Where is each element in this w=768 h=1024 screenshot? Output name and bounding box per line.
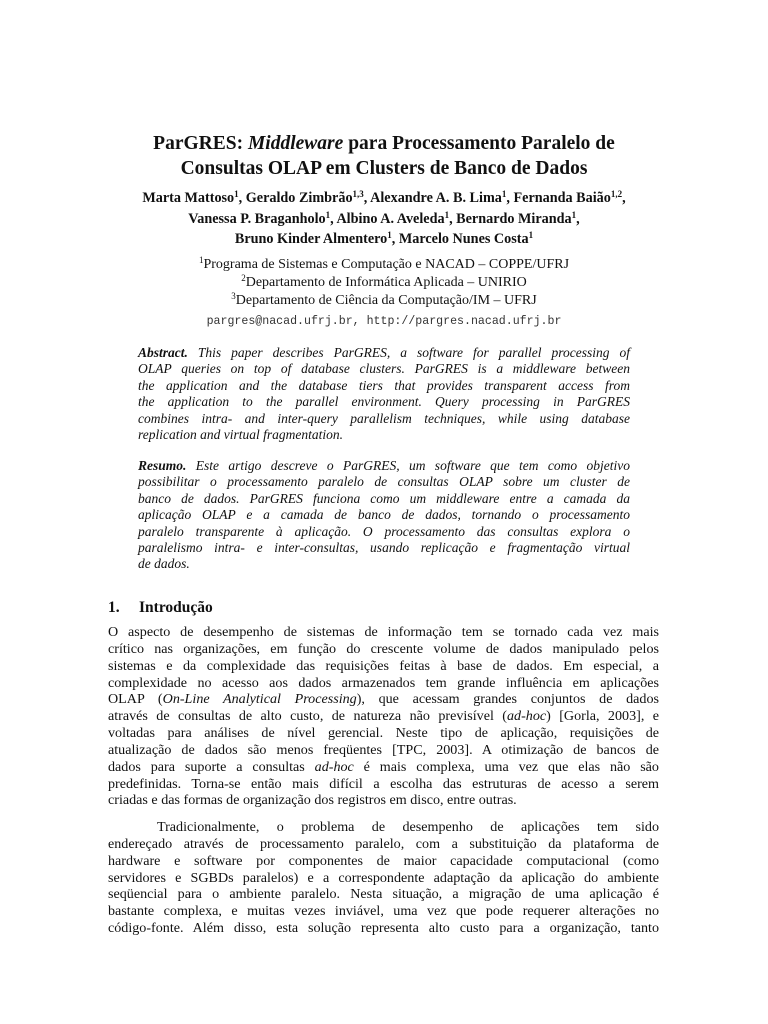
body-paragraph-1 [108, 624, 659, 809]
affiliation-text: Programa de Sistemas e Computação e NACAD – COPPE/UFRJ [203, 257, 570, 272]
title-italic-word: Middleware [247, 133, 344, 154]
author-sup: 1 [234, 189, 239, 199]
paper-title [0, 131, 768, 181]
author-name: Marta Mattoso [142, 190, 235, 206]
author-name: Vanessa P. Braganholo [188, 210, 326, 227]
affiliation-text: Departamento de Informática Aplicada – UNIRIO [245, 275, 527, 290]
author-sup: 1 [501, 189, 507, 199]
author-sup: 1 [325, 209, 331, 220]
author-sup: 1,3 [352, 189, 364, 199]
author-list [0, 188, 768, 250]
text-run: OLAP ( [108, 691, 163, 708]
author-name: Albino A. Aveleda [336, 210, 445, 227]
text-run: através de consultas de alto custo, de natureza não previsível ( [108, 708, 507, 725]
title-line-1 [0, 131, 768, 156]
contact-emails[interactable]: pargres@nacad.ufrj.br, http://pargres.nacad.ufrj.br [206, 315, 562, 328]
resumo-block [138, 458, 630, 573]
body-paragraph-2 [108, 819, 659, 937]
italic-run: ad-hoc [314, 758, 354, 775]
resumo-line: paralelismo intra- e inter-consultas, usando replicação e fragmentação virtual [138, 540, 630, 556]
author-sup: 1,2 [610, 189, 623, 199]
abstract-block [138, 345, 630, 443]
title-prefix: ParGRES: [153, 133, 248, 154]
paragraph-line: crítico nas organizações, em função do crescente volume de dados manipulado pelos [108, 640, 659, 657]
resumo-line: possibilitar o processamento paralelo de consultas OLAP sobre um cluster de [138, 474, 630, 490]
author-name: Marcelo Nunes Costa [398, 231, 529, 247]
section-title: Introdução [139, 599, 213, 616]
author-line-3: Bruno Kinder Almentero$^1$, Marcelo Nunes Costa$^1$ [234, 230, 534, 247]
author-sup: 1 [571, 209, 577, 220]
affiliations [0, 256, 768, 331]
title-line-2: Consultas OLAP em Clusters de Banco de Dados [180, 158, 588, 179]
abstract-text: This paper describes ParGRES, a software for parallel processing of [197, 345, 630, 360]
affiliation-line [0, 256, 768, 274]
italic-run: On-Line Analytical Processing [162, 691, 357, 708]
paragraph-line: criadas e das formas de organização dos registros em disco, entre outras. [108, 792, 517, 809]
paragraph-line: complexidade no acesso aos dados armazenados tem grande influência em aplicações [108, 674, 659, 691]
author-sup: 1 [528, 230, 534, 240]
author-name: Fernanda Baião [513, 190, 611, 206]
paragraph-line [108, 691, 659, 708]
affiliation-sup: 2 [241, 273, 246, 283]
abstract-line: combines intra- and inter-query parallelism techniques, while using database [138, 410, 630, 426]
abstract-line: replication and virtual fragmentation. [138, 427, 343, 443]
affiliation-sup: 3 [231, 291, 236, 301]
paragraph-line: predefinidas. Torna-se então mais difícil a escolha das estruturas de acesso a serem [108, 775, 659, 792]
section-heading [108, 599, 213, 617]
paragraph-line: endereçado através de processamento paralelo, com a substituição da plataforma de [108, 835, 659, 852]
resumo-line [138, 458, 630, 474]
author-sup: 1 [387, 230, 392, 240]
author-name: Alexandre A. B. Lima [370, 190, 502, 206]
title-rest: para Processamento Paralelo de [343, 133, 615, 154]
paragraph-line: servidores e SGBDs paralelos) e a correspondente adaptação da aplicação do ambiente [108, 869, 659, 886]
paragraph-line: sistemas e da complexidade das requisições feitas à base de dados. Em especial, a [108, 657, 659, 674]
affiliation-line [0, 274, 768, 292]
paragraph-line: O aspecto de desempenho de sistemas de informação tem se tornado cada vez mais [108, 624, 659, 640]
author-name: Bernardo Miranda [456, 210, 572, 227]
section-number: 1. [108, 599, 120, 616]
abstract-line: the application to the parallel environment. Query processing in ParGRES [138, 394, 630, 410]
text-run: dados para suporte a consultas [108, 758, 315, 775]
paragraph-line: voltadas para análises de nível gerencial. Neste tipo de aplicação, requisições de [108, 725, 659, 742]
abstract-line: the application and the database tiers that provides transparent access from [138, 377, 630, 393]
affiliation-text: Departamento de Ciência da Computação/IM – UFRJ [235, 293, 537, 308]
author-line-1: Marta Mattoso$^1$, Geraldo Zimbrão$^{1,3}$, Alexandre A. B. Lima$^1$, Fernanda Baião$^{1,2}$, [142, 189, 626, 206]
author-sup: 1 [444, 209, 450, 220]
author-name: Geraldo Zimbrão [245, 190, 353, 206]
text-run: ) [Gorla, 2003], e [546, 708, 659, 725]
affiliation-line [0, 292, 768, 310]
author-line-2: Vanessa P. Braganholo$^1$, Albino A. Aveleda$^1$, Bernardo Miranda$^1$, [188, 209, 580, 227]
resumo-line: aplicação OLAP e a camada de banco de dados, tornando o processamento [138, 507, 630, 523]
resumo-text: Este artigo descreve o ParGRES, um software que tem como objetivo [195, 458, 631, 473]
paragraph-line: atualização de dados são menos freqüentes [TPC, 2003]. A otimização de bancos de [108, 741, 659, 758]
resumo-line: de dados. [138, 556, 190, 572]
paragraph-line: seqüencial para o ambiente paralelo. Nesta situação, a migração de uma aplicação é [108, 886, 659, 903]
author-name: Bruno Kinder Almentero [234, 231, 388, 247]
resumo-line: banco de dados. ParGRES funciona como um middleware entre a camada da [138, 490, 630, 506]
paragraph-line [108, 708, 659, 725]
paragraph-line: Tradicionalmente, o problema de desempenho de aplicações tem sido [157, 819, 659, 835]
paragraph-line: código-fonte. Além disso, esta solução representa alto custo para a organização, tanto [108, 920, 659, 937]
abstract-line: OLAP queries on top of database clusters. ParGRES is a middleware between [138, 361, 630, 377]
text-run: ), que acessam grandes conjuntos de dados [356, 691, 660, 708]
paragraph-line: bastante complexa, e muitas vezes inviável, uma vez que pode requerer alterações no [108, 903, 659, 920]
affiliation-sup: 1 [198, 255, 204, 265]
text-run: é mais complexa, uma vez que elas não são [353, 758, 659, 775]
abstract-line [138, 345, 630, 361]
resumo-line: paralelo transparente à aplicação. O processamento das consultas explora o [138, 523, 630, 539]
paragraph-line: hardware e software por componentes de maior capacidade computacional (como [108, 852, 659, 869]
paragraph-line [108, 759, 659, 776]
italic-run: ad-hoc [507, 708, 547, 725]
abstract-label: Abstract. [138, 345, 188, 360]
resumo-label: Resumo. [138, 458, 187, 473]
